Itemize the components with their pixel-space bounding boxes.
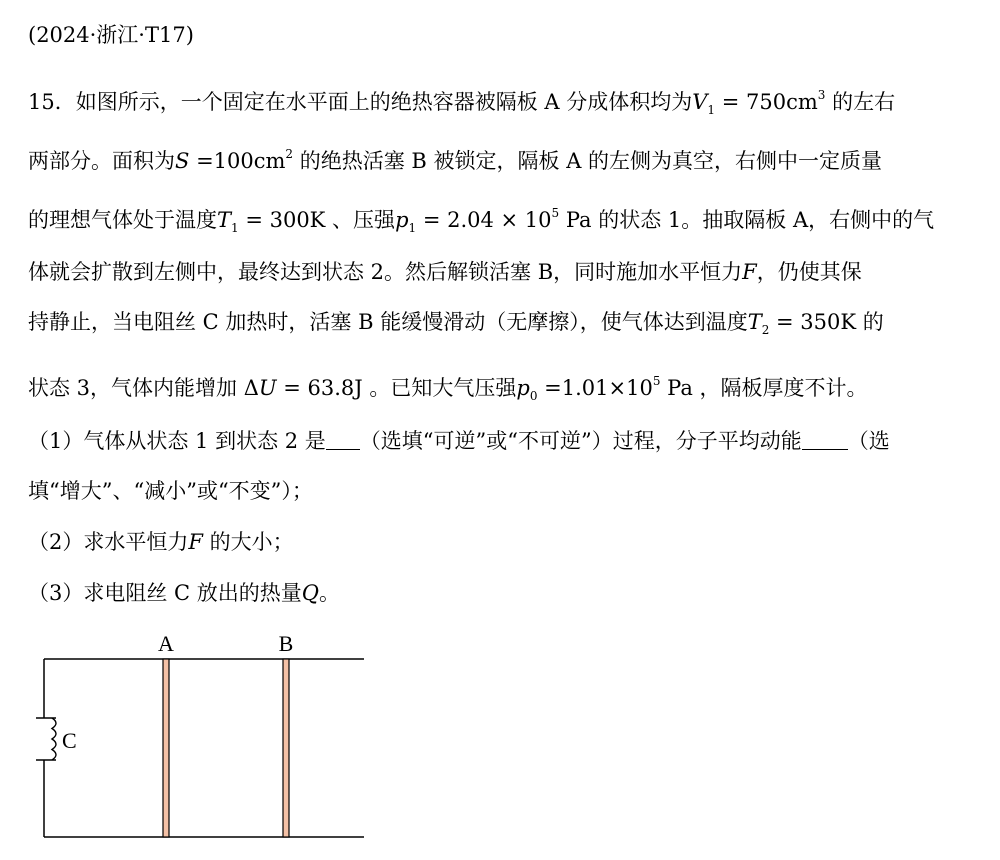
problem-number: 15． — [28, 90, 76, 114]
question-1-line-2: 填“增大”、“减小”或“不变”）； — [28, 479, 313, 503]
problem-line-1: 15．如图所示，一个固定在水平面上的绝热容器被隔板 A 分成体积均为$V_1 = 750cm^3$ 的左右 — [28, 88, 896, 117]
partition-a — [163, 659, 169, 837]
problem-line-2: 两部分。面积为$S =100cm^2$ 的绝热活塞 B 被锁定，隔板 A 的左侧为真空，右侧中一定质量 — [28, 147, 883, 173]
problem-line-3: 的理想气体处于温度$T_1 = 300K$ 、压强$p_1 = 2.04 \times 10^5$ Pa 的状态 1。抽取隔板 A，右侧中的气 — [28, 206, 935, 235]
heating-wire-c — [36, 718, 56, 760]
question-3: （3）求电阻丝 C 放出的热量Q。 — [28, 581, 340, 605]
answer-blank-2[interactable] — [802, 431, 848, 450]
problem-line-5: 持静止，当电阻丝 C 加热时，活塞 B 能缓慢滑动（无摩擦），使气体达到温度$T_2 = 350K$ 的 — [28, 310, 884, 337]
piston-b — [283, 659, 289, 837]
answer-blank-1[interactable] — [326, 431, 360, 450]
question-2: （2）求水平恒力F 的大小； — [28, 530, 294, 554]
container-diagram — [0, 620, 400, 860]
question-1-line-1: （1）气体从状态 1 到状态 2 是 （选填“可逆”或“不可逆”）过程，分子平均动能 （选 — [28, 429, 890, 453]
label-a: A — [158, 631, 174, 656]
source-tag: (2024·浙江·T17) — [28, 23, 194, 47]
problem-line-4: 体就会扩散到左侧中，最终达到状态 2。然后解锁活塞 B，同时施加水平恒力F，仍使其保 — [28, 260, 862, 284]
problem-line-6: 状态 3，气体内能增加 ΔU = 63.8J 。已知大气压强$p_0 =1.01\times 10^5$ Pa ，隔板厚度不计。 — [28, 374, 868, 403]
label-c: C — [62, 728, 77, 753]
label-b: B — [278, 631, 294, 656]
